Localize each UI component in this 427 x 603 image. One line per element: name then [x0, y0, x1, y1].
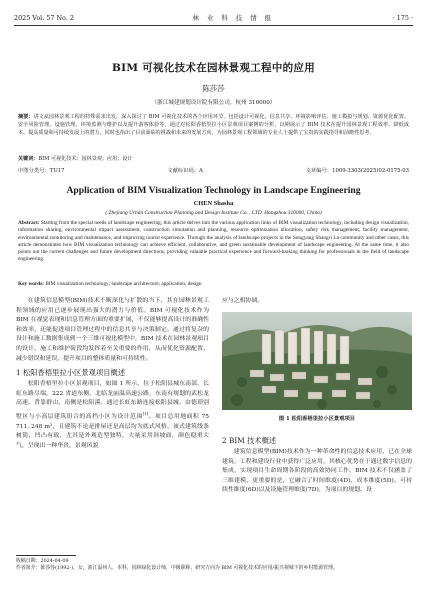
body-right-column — [222, 432, 412, 496]
author-english: CHEN Shasha — [193, 200, 234, 207]
footnote-divider — [16, 555, 76, 556]
clc-number: 中图分类号：TU17 — [18, 168, 65, 174]
article-number: 文章编号：1009-3303(2025)02-0175-03 — [305, 168, 409, 174]
running-header — [14, 10, 413, 26]
header-volume: 2025 Vol. 57 No. 2 — [14, 14, 74, 22]
footnote-received-date: 收稿日期：2024-04-09 — [16, 558, 69, 564]
section-2-heading: 2 BIM 技术概述 — [222, 436, 277, 445]
footnotes — [16, 558, 411, 572]
abstract-en-label: Abstract: — [18, 220, 40, 226]
header-journal-name: 林 业 科 技 情 报 — [192, 14, 275, 22]
aerial-rendering-image — [222, 312, 412, 410]
classification-line — [18, 166, 409, 174]
intro-paragraph: 在建筑信息模型(BIM)技术不断深化与扩散的当下，其在园林景观工程领域的应用已逐步展现出强大的潜力与价值。BIM 可视化技术作为 BIM 在视觉表现和信息管理方面的重要扩展，不仅能够提高设计的准确性和效率，还能促进项目管理过程中的信息共享与决策制定。通过将复杂的设计和施工数据集成到一个三维可视化模型中，BIM 技术在园林景观项目的设计、施工和维护阶段均发挥着至关重要的作用，从而优化资源配置，减少错误和延误，提升项目的整体质量和可持续性。 — [16, 298, 209, 362]
document-code: 文献标识码：A — [167, 168, 203, 174]
right-column-continuation: 应与之相协调。 — [222, 298, 264, 304]
author-chinese: 陈莎莎 — [202, 84, 225, 93]
section-1-text-a: 松阳香梧里拉小区景观项目，如图 1 所示，位于松阳县城东南部，长虹东路尽端，222 省道东侧，北临龙丽温高速公路，东南有规划的武松龙高速。背靠群山，南侧是松阳溪。通过长虹东路连接松阳县城。由德璟别墅区与小高层建筑组合的高档小区为设计范围 — [16, 381, 209, 420]
abstract-chinese — [18, 113, 409, 138]
section-1-text-b: 。项目总用地面积 75 711. 248 m²，且建筑不论是排屋还是高层均为底式风格，该式建筑线条树简，凹凸有致，尤其是外观造型独特，大量采用斜坡面，颜色稳重大气，呈现出一种华贵，景观风貌 — [16, 413, 210, 449]
abstract-en-text: Starting from the special needs of landscape engineering, this article delves into the various application links of BIM visualization technology, including design visualization, information sharing, environmental impact assessment, construction simulation and planning, resource optimization allocation, safety risk management, facility management, environmental monitoring and maintenance, and improving tourist experience. Through the analysis of landscape projects in the Songyang Shangri La community and other cases, this article demonstrates how BIM visualization technology can achieve efficient, collaborative, and green sustainable development of landscape engineering. At the same time, it also points out the current challenges and future development directions, providing valuable practical experience and forward-looking thinking for professionals in the field of landscape engineering. — [18, 220, 409, 263]
figure-1-caption: 图 1 松阳香梧里拉小区景观项目 — [278, 416, 356, 422]
affiliation-english: ( Zhejiang Urban Construction Planning and Design Institute Co. , LTD. Hangzhou 310000, China) — [105, 210, 322, 216]
title-chinese: BIM 可视化技术在园林景观工程中的应用 — [111, 62, 316, 74]
title-english: Application of BIM Visualization Technology in Landscape Engineering — [66, 185, 361, 196]
keywords-cn-label: 关键词： — [18, 156, 39, 162]
abstract-cn-text: 讲文从园林景观工程的特殊需求出发，深入探讨了 BIM 可视化技术的各个应用环节，包括设计可视化、信息共享、环境影响评估、施工模拟与规划、资源优化配置、安全风险管理、设施管理、环境监测与维护以及提升游客体验等。通过对松阳香梧里拉小区景观项目案例的分析，以期展示了 BIM 技术在提升园林景观工程效率、降低成本、提高质量和可持续发展上的潜力，同时也指出了目前面临的挑战和未来的发展方向，为园林景观工程领域的专业人士提供了宝贵的实践指导和前瞻性思考。 — [18, 114, 409, 137]
abstract-english — [18, 220, 409, 264]
section-1-paragraph — [16, 380, 209, 451]
keywords-en-text: BIM visualization technology; landscape architecture; application; design — [45, 281, 202, 287]
citation-ref: [1] — [142, 410, 149, 416]
keywords-chinese — [18, 155, 409, 162]
footnote-author-bio: 作者简介：陈莎莎(1992-)，女，浙江温州人，本科，园林绿化设计师，中级职称，研究方向为 BIM 可视化技术的应用/振兴视城下的乡村能源管理。 — [16, 565, 338, 572]
keywords-en-label: Key words: — [18, 281, 45, 287]
section-1-heading: 1 松阳香梧里拉小区景观项目概述 — [16, 368, 126, 378]
header-page-number: · 175 · — [392, 14, 413, 22]
body-left-column — [16, 297, 209, 451]
section-2-paragraph: 建筑信息模型(BIM)技术作为一种革命性的信息技术应用，已在全球建筑、工程和建设行业中获得广泛应用，其核心优势在于通过数字信息的集成，实现项目生命周期各阶段的高效协同工作。BIM 技术不仅涵盖了三维建模，更重要的是，它融合了时间维度(4D)、成本维度(5D)、可持续性维度(6D)以及设施管理维度(7D)，为项目的规划、设 — [222, 449, 412, 494]
abstract-cn-label: 摘要： — [18, 114, 34, 120]
affiliation-chinese: （浙江城建规划设计院有限公司，杭州 310000） — [151, 100, 276, 106]
keywords-english — [18, 281, 409, 287]
figure-1-aerial-rendering — [222, 312, 412, 410]
keywords-cn-text: BIM 可视化技术；园林景观；应用；设计 — [38, 156, 133, 162]
